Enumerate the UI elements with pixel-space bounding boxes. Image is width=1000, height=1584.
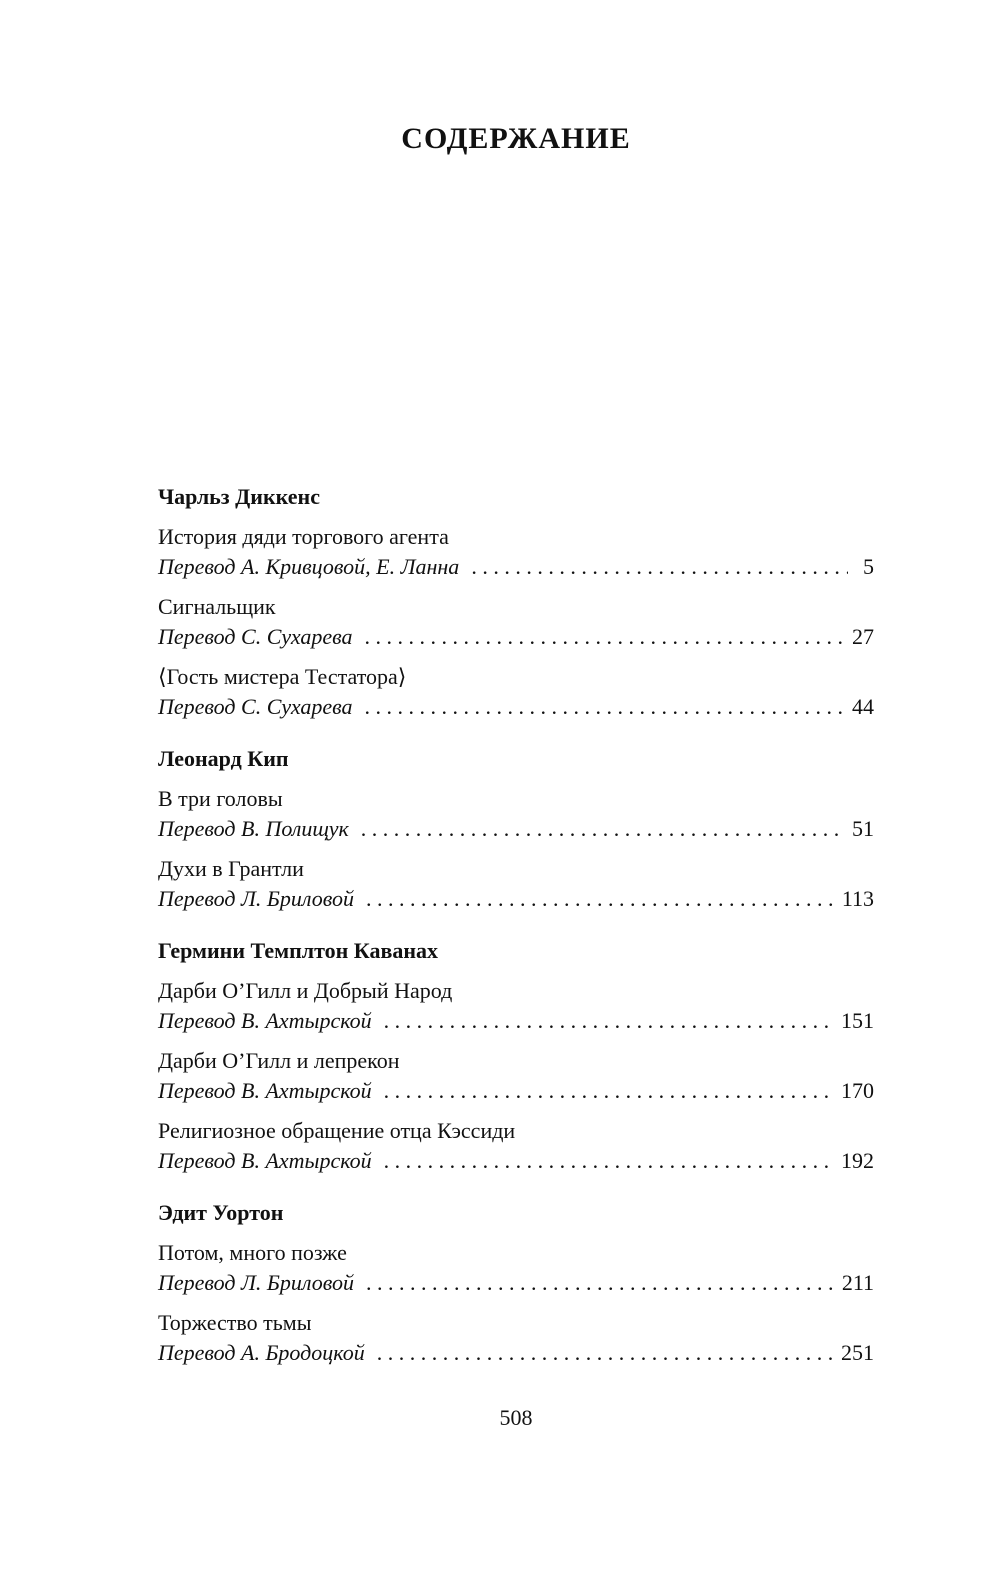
toc-entry bbox=[158, 1116, 874, 1176]
work-title: Потом, много позже bbox=[158, 1240, 347, 1265]
translator: Перевод Л. Бриловой bbox=[158, 1270, 355, 1295]
dot-leader bbox=[364, 622, 844, 652]
page-number: 51 bbox=[852, 816, 874, 841]
work-title: Дарби О’Гилл и Добрый Народ bbox=[158, 978, 453, 1003]
toc-entry bbox=[158, 1238, 874, 1298]
translator-line bbox=[158, 1268, 874, 1298]
dot-leader bbox=[366, 884, 834, 914]
toc-entry bbox=[158, 662, 874, 722]
author-heading: Леонард Кип bbox=[158, 746, 289, 771]
author-heading: Эдит Уортон bbox=[158, 1200, 284, 1225]
translator-line bbox=[158, 1338, 874, 1368]
translator-line bbox=[158, 884, 874, 914]
work-title: Религиозное обращение отца Кэссиди bbox=[158, 1118, 516, 1143]
toc-entry bbox=[158, 976, 874, 1036]
translator-line bbox=[158, 1006, 874, 1036]
page-number: 113 bbox=[841, 886, 874, 911]
toc-section bbox=[158, 482, 874, 722]
toc-entry bbox=[158, 592, 874, 652]
work-title: Дарби О’Гилл и лепрекон bbox=[158, 1048, 400, 1073]
table-of-contents bbox=[158, 482, 874, 1390]
translator-line bbox=[158, 692, 874, 722]
translator-line bbox=[158, 1146, 874, 1176]
folio-page-number: 508 bbox=[499, 1405, 533, 1430]
page-title: СОДЕРЖАНИЕ bbox=[401, 122, 631, 155]
work-title: Торжество тьмы bbox=[158, 1310, 312, 1335]
page-number: 211 bbox=[841, 1270, 874, 1295]
translator: Перевод В. Ахтырской bbox=[158, 1008, 372, 1033]
work-title: История дяди торгового агента bbox=[158, 524, 449, 549]
page-number: 27 bbox=[852, 624, 874, 649]
translator: Перевод В. Ахтырской bbox=[158, 1148, 372, 1173]
work-title: ⟨Гость мистера Тестатора⟩ bbox=[158, 664, 407, 689]
toc-entry bbox=[158, 854, 874, 914]
toc-section bbox=[158, 1198, 874, 1368]
translator-line bbox=[158, 814, 874, 844]
author-heading: Чарльз Диккенс bbox=[158, 484, 320, 509]
translator: Перевод С. Сухарева bbox=[158, 624, 353, 649]
translator-line bbox=[158, 552, 874, 582]
dot-leader bbox=[471, 552, 848, 582]
dot-leader bbox=[384, 1006, 833, 1036]
toc-section bbox=[158, 936, 874, 1176]
dot-leader bbox=[361, 814, 844, 844]
dot-leader bbox=[377, 1338, 833, 1368]
toc-entry bbox=[158, 784, 874, 844]
translator: Перевод А. Бродоцкой bbox=[158, 1340, 365, 1365]
toc-entry bbox=[158, 1046, 874, 1106]
translator-line bbox=[158, 1076, 874, 1106]
dot-leader bbox=[384, 1076, 833, 1106]
page-number: 151 bbox=[841, 1008, 874, 1033]
work-title: Сигнальщик bbox=[158, 594, 276, 619]
translator: Перевод Л. Бриловой bbox=[158, 886, 355, 911]
author-heading: Гермини Темплтон Каванах bbox=[158, 938, 439, 963]
page-number: 5 bbox=[863, 554, 874, 579]
page-number: 44 bbox=[852, 694, 874, 719]
page-number: 251 bbox=[841, 1340, 874, 1365]
toc-entry bbox=[158, 1308, 874, 1368]
work-title: В три головы bbox=[158, 786, 283, 811]
toc-entry bbox=[158, 522, 874, 582]
translator: Перевод В. Полищук bbox=[158, 816, 349, 841]
dot-leader bbox=[366, 1268, 834, 1298]
translator: Перевод С. Сухарева bbox=[158, 694, 353, 719]
page-number: 170 bbox=[841, 1078, 874, 1103]
dot-leader bbox=[364, 692, 844, 722]
translator-line bbox=[158, 622, 874, 652]
translator: Перевод В. Ахтырской bbox=[158, 1078, 372, 1103]
toc-section bbox=[158, 744, 874, 914]
translator: Перевод А. Кривцовой, Е. Ланна bbox=[158, 554, 460, 579]
work-title: Духи в Грантли bbox=[158, 856, 304, 881]
page-number: 192 bbox=[841, 1148, 874, 1173]
dot-leader bbox=[384, 1146, 833, 1176]
